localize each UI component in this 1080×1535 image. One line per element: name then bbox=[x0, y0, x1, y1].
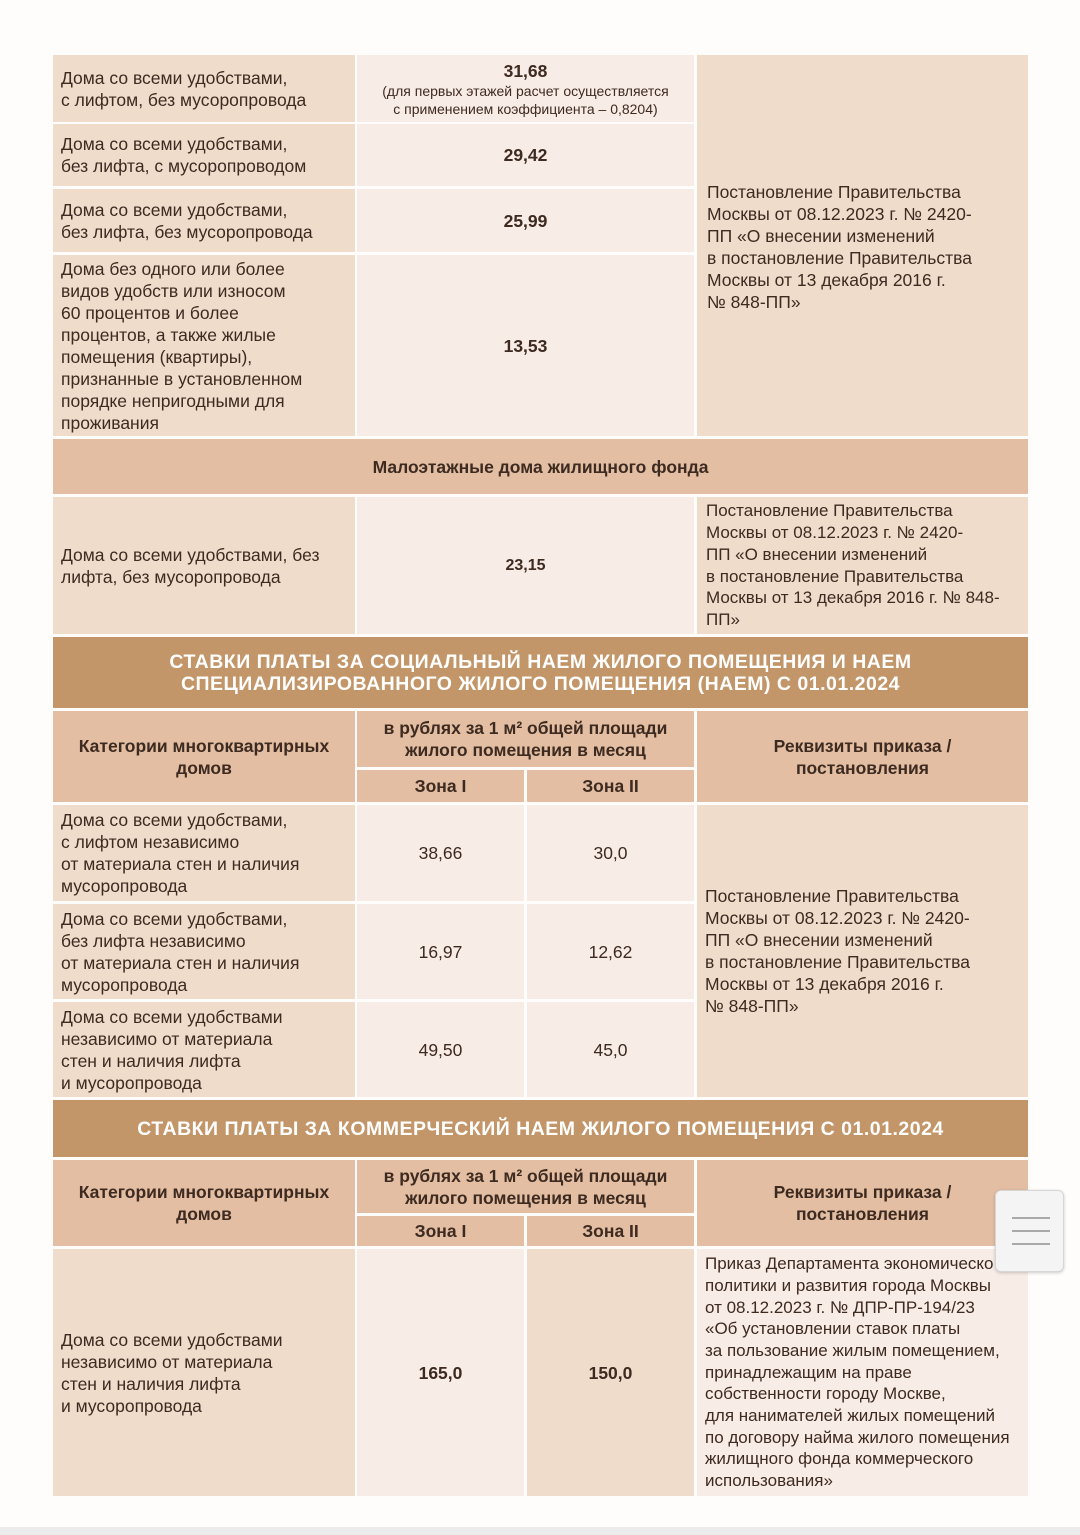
col-rate-header: в рублях за 1 м² общей площади жилого помещения в месяц bbox=[357, 711, 694, 767]
rate-value: 25,99 bbox=[503, 210, 548, 231]
category-cell: Дома со всеми удобствами, без лифта, без мусоропровода bbox=[53, 497, 355, 634]
hamburger-icon bbox=[1012, 1217, 1050, 1219]
rate-cell bbox=[357, 189, 694, 252]
zone2-cell: 12,62 bbox=[527, 904, 694, 999]
reference-cell: Постановление Правительства Москвы от 08.12.2023 г. № 2420- ПП «О внесении изменений в постановление Правительства Москвы от 13 декабря 2016 г. № 848- ПП» bbox=[697, 497, 1028, 634]
rate-cell bbox=[357, 255, 694, 436]
rate-value: 13,53 bbox=[503, 335, 548, 356]
low-rise-subheader: Малоэтажные дома жилищного фонда bbox=[53, 439, 1028, 494]
zone2-cell bbox=[527, 1249, 694, 1496]
rate-cell bbox=[357, 55, 694, 122]
menu-button[interactable] bbox=[995, 1190, 1064, 1272]
zone1-cell: 16,97 bbox=[357, 904, 524, 999]
zone1-cell: 38,66 bbox=[357, 805, 524, 901]
col-category-header: Категории многоквартирных домов bbox=[53, 711, 355, 802]
rate-value: 31,68 bbox=[503, 60, 548, 81]
zone2-value: 150,0 bbox=[588, 1362, 633, 1383]
rate-cell bbox=[357, 497, 694, 634]
col-zone1-header: Зона I bbox=[357, 770, 524, 802]
hamburger-icon bbox=[1012, 1243, 1050, 1245]
category-cell: Дома со всеми удобствами, без лифта, без мусоропровода bbox=[53, 189, 355, 252]
category-cell: Дома без одного или более видов удобств или износом 60 процентов и более процентов, а также жилые помещения (квартиры), признанные в установленном порядке непригодными для проживания bbox=[53, 255, 355, 436]
reference-cell: Постановление Правительства Москвы от 08.12.2023 г. № 2420- ПП «О внесении изменений в постановление Правительства Москвы от 13 декабря 2016 г. № 848-ПП» bbox=[697, 55, 1028, 436]
col-zone2-header: Зона II bbox=[527, 1216, 694, 1246]
rate-cell bbox=[357, 124, 694, 186]
reference-cell: Приказ Департамента экономическо политики и развития города Москвы от 08.12.2023 г. № ДПР-ПР-194/23 «Об установлении ставок платы за пользование жилым помещением, принадлежащим на праве собственности городу Москве, для нанимателей жилых помещений по договору найма жилого помещения жилищного фонда коммерческого использования» bbox=[697, 1249, 1028, 1496]
zone1-value: 165,0 bbox=[418, 1362, 463, 1383]
zone1-cell bbox=[357, 1249, 524, 1496]
zone1-cell: 49,50 bbox=[357, 1002, 524, 1097]
commercial-section-header: СТАВКИ ПЛАТЫ ЗА КОММЕРЧЕСКИЙ НАЕМ ЖИЛОГО ПОМЕЩЕНИЯ С 01.01.2024 bbox=[53, 1100, 1028, 1157]
col-category-header: Категории многоквартирных домов bbox=[53, 1160, 355, 1246]
category-cell: Дома со всеми удобствами независимо от материала стен и наличия лифта и мусоропровода bbox=[53, 1249, 355, 1496]
category-cell: Дома со всеми удобствами независимо от материала стен и наличия лифта и мусоропровода bbox=[53, 1002, 355, 1097]
col-rate-header: в рублях за 1 м² общей площади жилого помещения в месяц bbox=[357, 1160, 694, 1213]
category-cell: Дома со всеми удобствами, без лифта, с мусоропроводом bbox=[53, 124, 355, 186]
zone2-cell: 45,0 bbox=[527, 1002, 694, 1097]
social-section-header: СТАВКИ ПЛАТЫ ЗА СОЦИАЛЬНЫЙ НАЕМ ЖИЛОГО ПОМЕЩЕНИЯ И НАЕМ СПЕЦИАЛИЗИРОВАННОГО ЖИЛОГО ПОМЕЩЕНИЯ (НАЕМ) С 01.01.2024 bbox=[53, 637, 1028, 708]
rate-value: 29,42 bbox=[503, 145, 548, 165]
category-cell: Дома со всеми удобствами, с лифтом, без мусоропровода bbox=[53, 55, 355, 122]
bottom-bar bbox=[0, 1527, 1080, 1535]
col-reference-header: Реквизиты приказа / постановления bbox=[697, 711, 1028, 802]
category-cell: Дома со всеми удобствами, с лифтом независимо от материала стен и наличия мусоропровода bbox=[53, 805, 355, 901]
col-reference-header: Реквизиты приказа / постановления bbox=[697, 1160, 1028, 1246]
zone2-cell: 30,0 bbox=[527, 805, 694, 901]
category-cell: Дома со всеми удобствами, без лифта независимо от материала стен и наличия мусоропровода bbox=[53, 904, 355, 999]
col-zone2-header: Зона II bbox=[527, 770, 694, 802]
rate-note: (для первых этажей расчет осуществляется с применением коэффициента – 0,8204) bbox=[382, 82, 669, 117]
hamburger-icon bbox=[1012, 1230, 1050, 1232]
reference-cell: Постановление Правительства Москвы от 08.12.2023 г. № 2420- ПП «О внесении изменений в постановление Правительства Москвы от 13 декабря 2016 г. № 848-ПП» bbox=[697, 805, 1028, 1097]
col-zone1-header: Зона I bbox=[357, 1216, 524, 1246]
rate-value: 23,15 bbox=[505, 556, 546, 574]
